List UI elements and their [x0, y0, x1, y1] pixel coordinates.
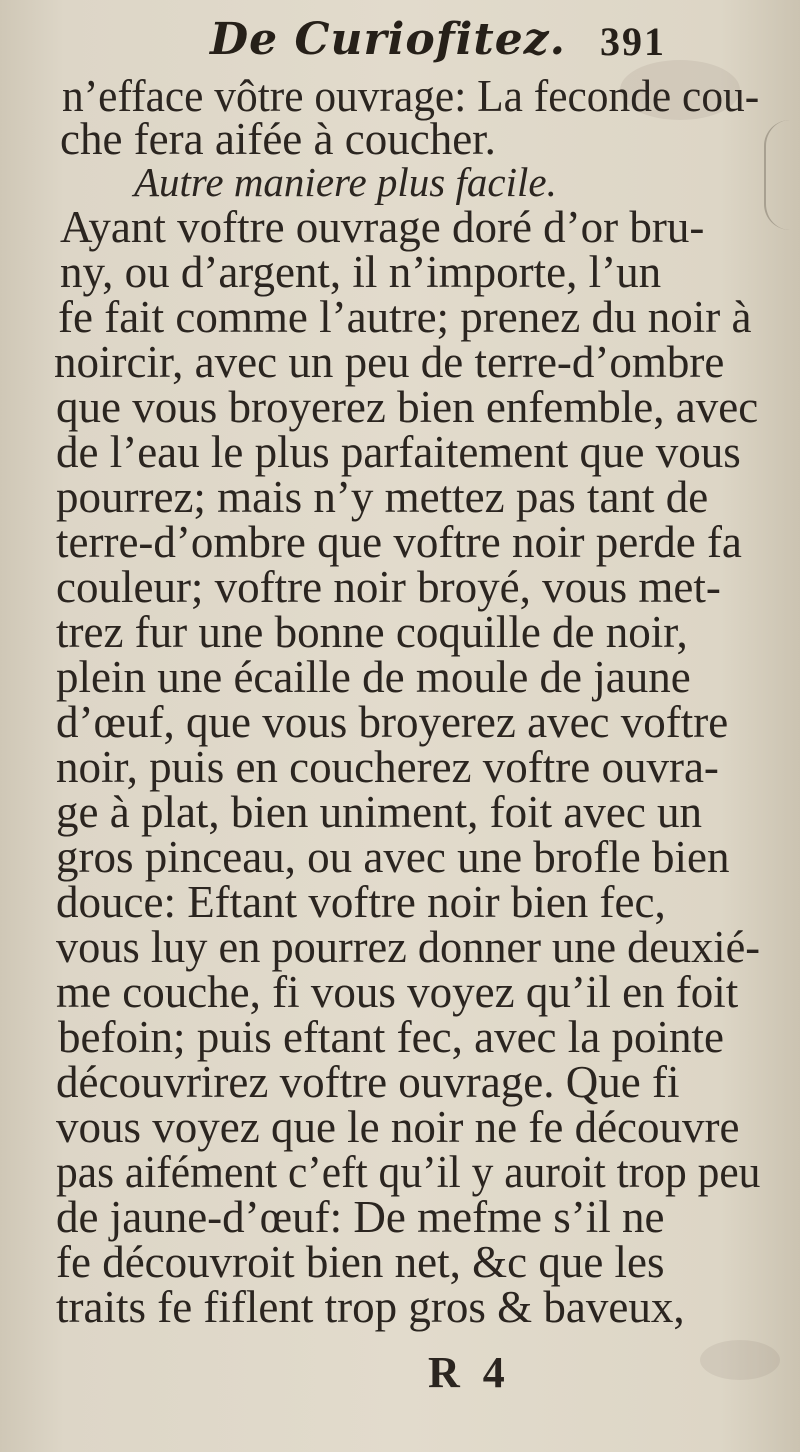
text-line: terre-d’ombre que voftre noir perde fa: [56, 517, 742, 567]
page-number: 391: [600, 19, 666, 64]
text-line: che fera aifée à coucher.: [60, 114, 496, 164]
text-line: ge à plat, bien uniment, foit avec un: [56, 787, 703, 837]
text-line: ny, ou d’argent, il n’importe, l’un: [60, 247, 662, 297]
signature-mark: R 4: [428, 1348, 511, 1397]
text-line: d’œuf, que vous broyerez avec voftre: [56, 697, 729, 747]
text-line: fe découvroit bien net, &c que les: [56, 1237, 665, 1287]
text-line: fe fait comme l’autre; prenez du noir à: [58, 292, 752, 342]
text-line: vous luy en pourrez donner une deuxié-: [56, 922, 761, 972]
running-title: De Curiofitez.: [210, 14, 566, 65]
text-line: me couche, fi vous voyez qu’il en foit: [56, 967, 739, 1017]
text-line: traits fe fiflent trop gros & baveux,: [56, 1282, 685, 1332]
text-line: de jaune-d’œuf: De mefme s’il ne: [56, 1192, 665, 1242]
margin-bleed-mark: [764, 120, 790, 230]
text-line: vous voyez que le noir ne fe découvre: [56, 1102, 740, 1152]
text-line: pourrez; mais n’y mettez pas tant de: [56, 472, 709, 522]
text-line: gros pinceau, ou avec une brofle bien: [56, 832, 730, 882]
text-line: plein une écaille de moule de jaune: [56, 652, 691, 702]
text-line: befoin; puis eftant fec, avec la pointe: [58, 1012, 724, 1062]
text-line: découvrirez voftre ouvrage. Que fi: [56, 1057, 680, 1107]
paper-stain: [700, 1340, 780, 1380]
text-line: douce: Eftant voftre noir bien fec,: [56, 877, 666, 927]
text-line: trez fur une bonne coquille de noir,: [56, 607, 688, 657]
text-line: noir, puis en coucherez voftre ouvra-: [56, 742, 719, 792]
text-line: de l’eau le plus parfaitement que vous: [56, 427, 741, 477]
text-line: couleur; voftre noir broyé, vous met-: [56, 562, 721, 612]
section-heading: Autre maniere plus facile.: [134, 159, 557, 205]
text-line: que vous broyerez bien enfemble, avec: [56, 382, 759, 432]
text-line: noircir, avec un peu de terre-d’ombre: [54, 337, 725, 387]
text-line: pas aifément c’eft qu’il y auroit trop peu: [56, 1147, 761, 1197]
text-line: Ayant voftre ouvrage doré d’or bru-: [60, 202, 705, 252]
page-header: [0, 14, 800, 74]
text-line: n’effacе vôtre ouvrage: La feconde cou-: [62, 71, 760, 121]
